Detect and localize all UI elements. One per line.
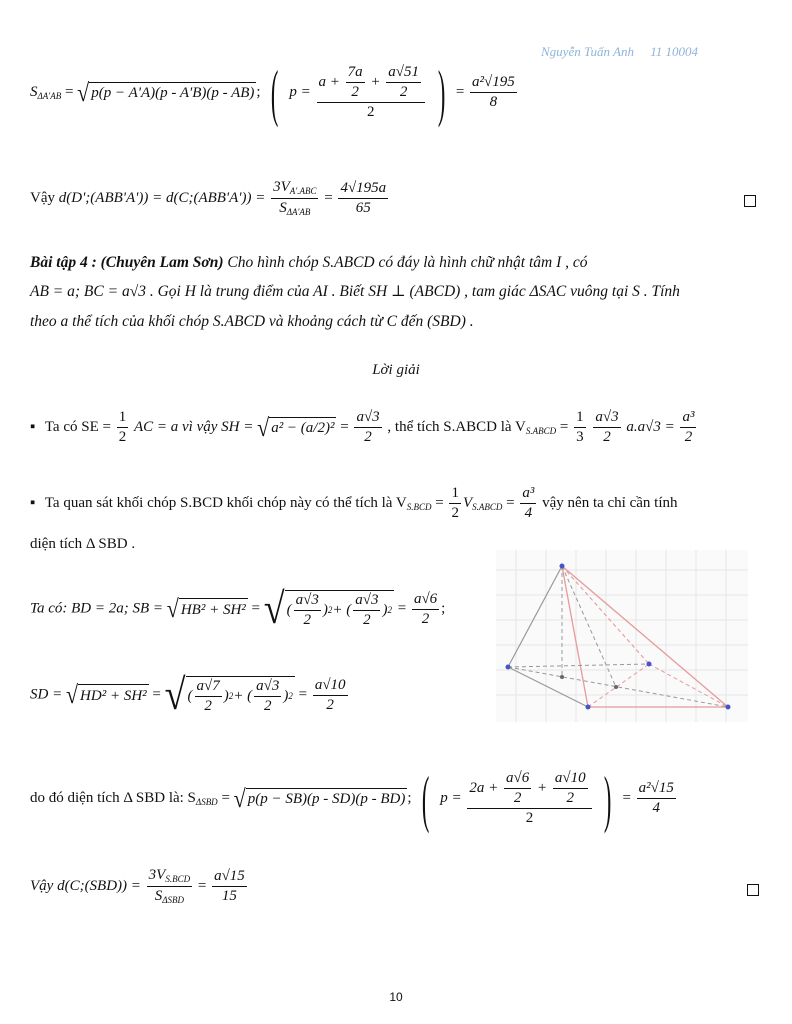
sd-t1-den: 2 [204, 697, 212, 714]
sd-res-den: 2 [326, 696, 334, 713]
heron1-result-num: a²√195 [470, 75, 517, 93]
c1-den: S [279, 200, 287, 216]
sd-t1-num: a√7 [195, 679, 222, 697]
conclusion-1-result [338, 181, 388, 216]
step1-sh-den-2: 2 [603, 429, 611, 445]
p-label: p = [289, 84, 311, 101]
step1-half-num: 1 [117, 410, 129, 428]
sb-tail: ; [441, 600, 446, 617]
p-term-7a: 7a [346, 65, 365, 83]
heron2-formula: p(p − SB)(p - SD)(p - BD) [246, 788, 408, 810]
step2-eq: = [435, 494, 444, 511]
sb-res-den: 2 [421, 610, 430, 627]
step1-vol-num: a³ [680, 410, 696, 428]
conclusion-1-prefix: Vậy [30, 189, 55, 206]
heron2-t2-den: 2 [566, 790, 575, 807]
step2-v-sub: S.BCD [406, 501, 432, 512]
bd-sb-prefix: Ta có: BD = 2a; SB = [30, 600, 164, 617]
step1-half-den: 2 [118, 429, 127, 445]
solution-heading: Lời giải [372, 362, 420, 378]
step1-sh-den: 2 [364, 429, 372, 445]
sd-equation: SD = √ HD² + SH² = √ ( $\frac{a√7}{2}$ ) 2 + ( $\frac{a√3}{2}$ ) 2 = $\frac{a√10}{2}$ [30, 670, 346, 720]
area-symbol: S [30, 84, 38, 101]
step2-half-den: 2 [451, 505, 459, 521]
c2-den-sub: ΔSBD [162, 895, 185, 905]
step1-vol-mid: a.a√3 = [626, 418, 675, 435]
heron2-t2-num: a√10 [553, 771, 588, 789]
heron2-p-den: 2 [525, 810, 534, 827]
step2-v2-sub: S.ABCD [472, 501, 503, 512]
sb-t1-den: 2 [303, 611, 311, 628]
p-term-a: a + [318, 74, 340, 91]
bd-sb-sqrt: HB² + SH² [179, 598, 248, 620]
sb-t1-num: a√3 [294, 593, 321, 611]
left-paren: ( [271, 57, 279, 128]
step1-v-sub: S.ABCD [525, 425, 557, 436]
heron2-t1-den: 2 [513, 790, 522, 807]
pyramid-figure [496, 550, 748, 722]
step1-text-c: , thể tích S.ABCD là V [387, 418, 526, 435]
c1-num: 3V [273, 179, 290, 195]
step1-vol-den: 2 [684, 429, 693, 445]
c1-den-sub: ΔA'AB [286, 207, 311, 217]
p-term-sqrt51: a√51 [386, 65, 421, 83]
heron2-sub: ΔSBD [195, 797, 218, 808]
header-author: Nguyễn Tuấn Anh [541, 44, 634, 59]
exercise-statement [30, 248, 762, 336]
sd-sqrt: HD² + SH² [78, 684, 149, 706]
c2-res-num: a√15 [212, 869, 247, 887]
p-term-sqrt51-den: 2 [399, 84, 408, 101]
conclusion-1-fraction [271, 180, 318, 217]
c2-res-den: 15 [221, 888, 237, 904]
sb-t2-num: a√3 [353, 593, 380, 611]
step1-sqrt: a² − (a/2)² [269, 417, 336, 439]
p-fraction [317, 65, 425, 120]
heron2-t1-num: a√6 [504, 771, 531, 789]
step2-half-num: 1 [449, 486, 461, 504]
c1-res-den: 65 [355, 200, 371, 216]
bd-sb-equation: Ta có: BD = 2a; SB = √ HB² + SH² = √ ( $\frac{a√3}{2}$ ) 2 + ( $\frac{a√3}{2}$ ) 2 = $\frac{a√6}{2}$ ; [30, 584, 446, 634]
heron2-res-den: 4 [652, 800, 661, 817]
right-paren: ) [437, 57, 446, 128]
heron-formula-1: $S_{\Delta A'AB}$ = √ p(p − A'A)(p - A'B)(p - AB) ; ( p = a + $\frac{7a}{2}$ + $\frac{a√51}{2}$ 2 ) = $\frac{\text{a²√195}}{8}$ [30, 57, 515, 128]
page-header [541, 44, 698, 60]
step2-v2: V [462, 494, 473, 511]
sqrt-expression: √ p(p − A'A)(p - A'B)(p - AB) [77, 77, 255, 107]
sd-res-num: a√10 [313, 678, 348, 696]
sb-t2-den: 2 [363, 611, 371, 628]
heron2-p-label: p = [440, 790, 462, 807]
exercise-title: Bài tập 4 : (Chuyên Lam Sơn) [30, 254, 224, 271]
pyramid-diagram [496, 550, 748, 722]
heron-formula-text: p(p − A'A)(p - A'B)(p - AB) [89, 82, 256, 104]
step1-sh-num: a√3 [354, 410, 381, 428]
c1-num-sub: A'.ABC [289, 186, 317, 196]
step2-text-a: Ta quan sát khối chóp S.BCD khối chóp này có thể tích là V [44, 494, 407, 511]
header-id: 11 10004 [650, 44, 698, 59]
sd-prefix: SD = [30, 686, 63, 703]
step1-text-a: Ta có SE = [44, 418, 111, 435]
heron-formula-2: do đó diện tích Δ SBD là: $S_{\Delta SBD}$ = √ p(p − SB)(p - SD)(p - BD) ; ( p = 2a + $\frac{a√6}{2}$ + $\frac{a√10}{2}$ 2 ) = $\frac{\text{a²√15}}{4}$ [30, 763, 674, 834]
heron1-result [470, 75, 517, 110]
heron2-plus: + [537, 780, 548, 797]
step-2-line-2: diện tích Δ SBD . [30, 536, 136, 552]
c1-res-num: 4√195a [338, 181, 388, 199]
step2-res-num: a³ [520, 486, 536, 504]
step-1: ▪ Ta có SE = $\frac{1}{2}$ AC = a vì vậy SH = √ a² − (a/2)² = $\frac{a√3}{2}$ , thể tích S.ABCD là $V_{S.ABCD}$ = $\frac{1}{3}$ $\frac{a√3}{2}$ a.a√3 = $\frac{\text{a³}}{2}$ [30, 410, 698, 445]
qed-box-1 [744, 195, 756, 207]
heron2-prefix: do đó diện tích Δ SBD là: S [30, 790, 196, 807]
sb-res-num: a√6 [412, 592, 439, 610]
step-2: ▪ Ta quan sát khối chóp S.BCD khối chóp này có thể tích là $V_{S.BCD}$ = $\frac{1}{2}$ $V_{S.ABCD}$ = $\frac{\text{a³}}{4}$ vậy nên ta chỉ cần tính [30, 486, 678, 521]
step2-res-den: 4 [524, 505, 533, 521]
c2-den: S [154, 888, 163, 904]
exercise-line-1: Cho hình chóp S.ABCD có đáy là hình chữ nhật tâm I , có [227, 254, 588, 271]
heron2-res-num: a²√15 [637, 781, 676, 799]
sd-t2-num: a√3 [254, 679, 281, 697]
page-number: 10 [389, 990, 403, 1004]
conclusion-1: Vậy d(D';(ABB'A')) = d(C;(ABB'A')) = $\frac{3V_{A'.ABC}}{S_{\Delta A'AB}}$ = $\frac{4√195a}{65}$ [30, 179, 387, 217]
exercise-line-2: AB = a; BC = a√3 . Gọi H là trung điểm của AI . Biết SH ⊥ (ABCD) , tam giác ΔSAC vuông tại S . Tính [30, 283, 680, 301]
step1-third-num: 1 [574, 410, 586, 428]
p-plus: + [370, 74, 381, 91]
conclusion-1-lhs: d(D';(ABB'A')) = d(C;(ABB'A')) = [58, 189, 266, 206]
c2-prefix: Vậy d(C;(SBD)) = [30, 877, 141, 894]
qed-box-2 [747, 884, 759, 896]
step2-text-b: vậy nên ta chỉ cần tính [542, 494, 678, 511]
step1-third-den: 3 [576, 429, 584, 445]
bd-sb-eq: = [251, 600, 261, 617]
conclusion-2: Vậy d(C;(SBD)) = $\frac{3V_{S.BCD}}{S_{\Delta SBD}}$ = $\frac{a√15}{15}$ [30, 867, 245, 905]
p-denominator: 2 [367, 104, 375, 121]
heron2-p-num-a: 2a + [469, 780, 499, 797]
step1-sh-num-2: a√3 [593, 410, 620, 428]
p-term-7a-den: 2 [351, 84, 359, 101]
c2-num: 3V [148, 867, 166, 883]
heron1-result-den: 8 [489, 94, 498, 111]
step1-text-b: AC = a vì vậy SH = [133, 418, 254, 435]
sd-t2-den: 2 [263, 697, 272, 714]
c2-num-sub: S.BCD [165, 874, 191, 884]
exercise-line-3: theo a thể tích của khối chóp S.ABCD và khoảng cách từ C đến (SBD) . [30, 312, 474, 330]
area-subscript: ΔA'AB [37, 91, 62, 102]
